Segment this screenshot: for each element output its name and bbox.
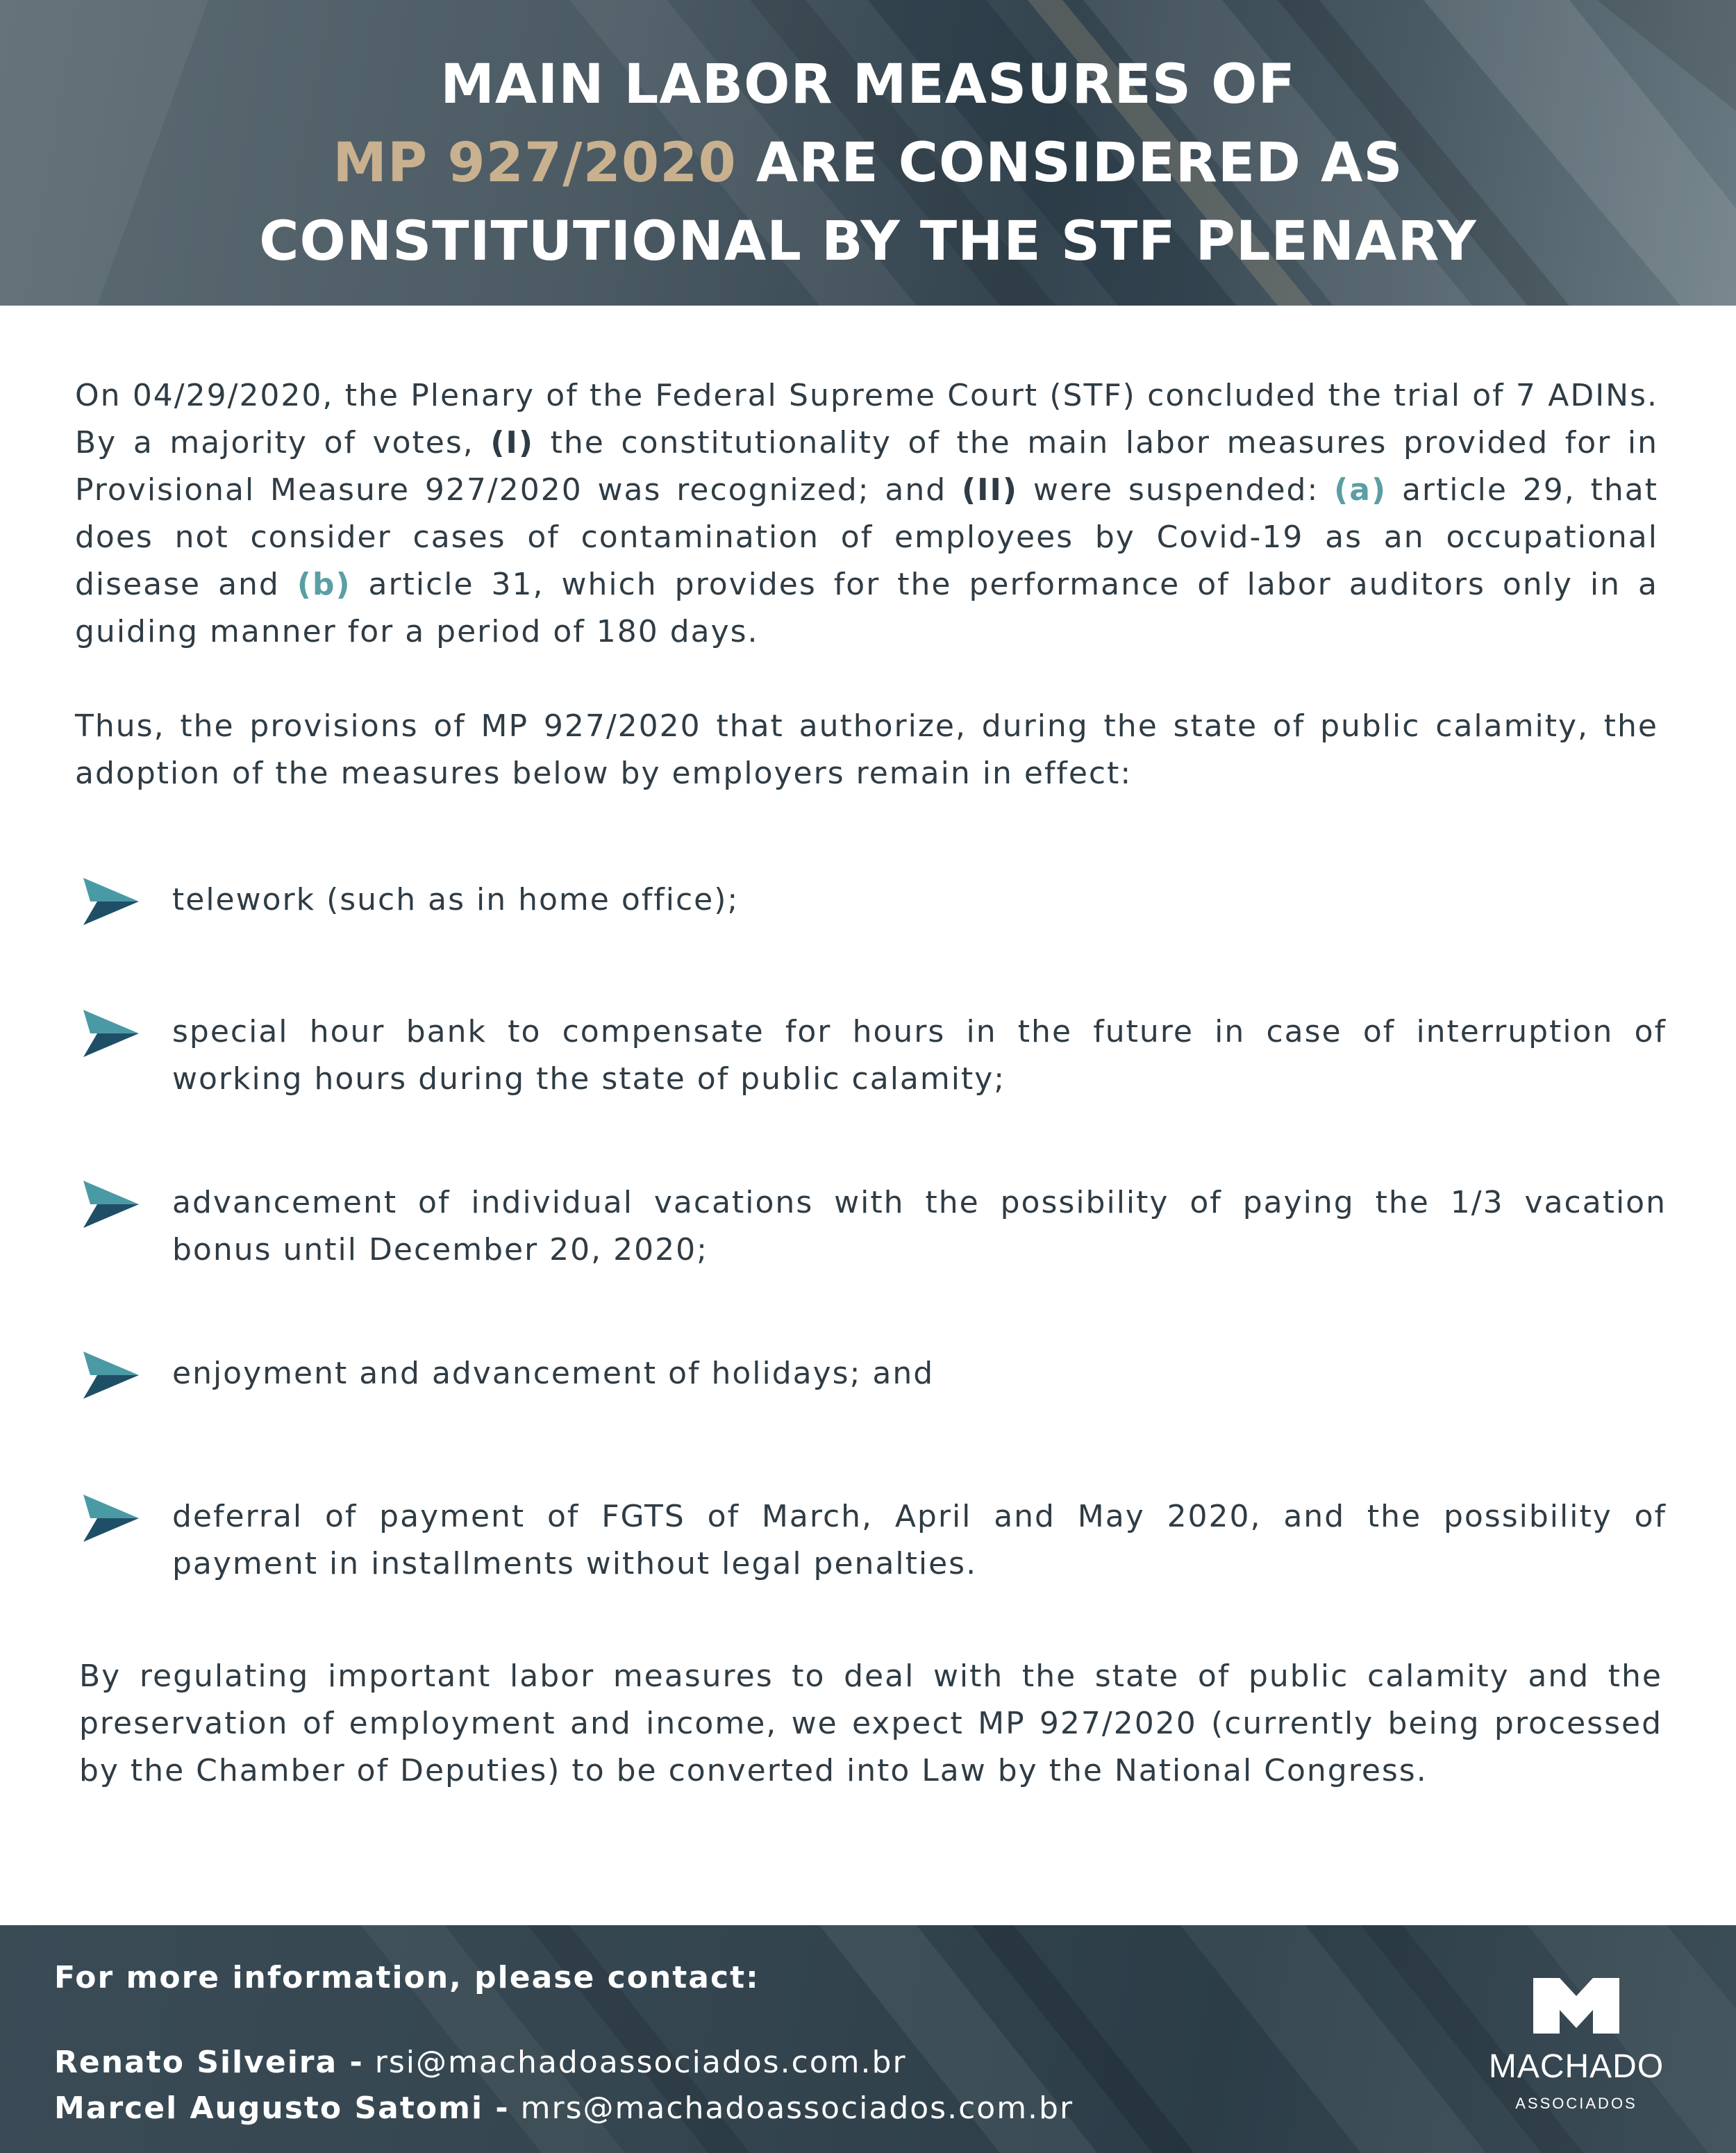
chevron-arrow-icon bbox=[83, 1010, 139, 1057]
page-title bbox=[0, 46, 1736, 281]
chevron-arrow-icon bbox=[83, 1495, 139, 1542]
contact-name: Renato Silveira - bbox=[54, 2045, 364, 2080]
closing-paragraph: By regulating important labor measures to deal with the state of public calamity and the preservation of employment and income, we expect MP 927/2020 (currently being processed by the Chamber of Deputies) to be converted into Law by the National Congress. bbox=[79, 1659, 1662, 1788]
intro-marker-ii: (II) bbox=[962, 472, 1018, 508]
measure-text: enjoyment and advancement of holidays; and bbox=[172, 1356, 935, 1391]
contact-email-link[interactable]: mrs@machadoassociados.com.br bbox=[520, 2090, 1074, 2126]
intro-text-2: the constitutionality of the main labor measures provided for in Provisional Measure 927/2020 was recognized; and bbox=[75, 425, 1658, 508]
intro-text-4: article 29, that does not consider cases of contamination of employees by Covid-19 as an occupational disease and bbox=[75, 472, 1658, 602]
footer-banner bbox=[0, 1925, 1736, 2153]
intro-text-3: were suspended: bbox=[1017, 472, 1335, 508]
machado-logo-icon bbox=[1533, 1978, 1619, 2034]
title-line-3: CONSTITUTIONAL BY THE STF PLENARY bbox=[259, 210, 1477, 273]
intro-text-1: On 04/29/2020, the Plenary of the Federal Supreme Court (STF) concluded the trial of 7 ADINs. By a majority of votes, bbox=[75, 378, 1658, 460]
contact-marcel bbox=[54, 2090, 1074, 2126]
logo-subtitle: ASSOCIADOS bbox=[1515, 2095, 1637, 2112]
intro-marker-i: (I) bbox=[490, 425, 534, 460]
contact-email-link[interactable]: rsi@machadoassociados.com.br bbox=[374, 2045, 907, 2080]
contact-renato bbox=[54, 2045, 907, 2080]
title-line-1: MAIN LABOR MEASURES OF bbox=[440, 53, 1296, 116]
chevron-arrow-icon bbox=[83, 1352, 139, 1399]
machado-logo bbox=[1479, 1978, 1674, 2132]
contact-heading: For more information, please contact: bbox=[54, 1960, 760, 1995]
chevron-arrow-icon bbox=[83, 1181, 139, 1228]
title-accent: MP 927/2020 bbox=[333, 132, 737, 194]
measure-text: special hour bank to compensate for hours in the future in case of interruption of working hours during the state of public calamity; bbox=[172, 1014, 1667, 1097]
intro-marker-a: (a) bbox=[1334, 472, 1387, 508]
intro-marker-b: (b) bbox=[297, 567, 351, 602]
title-line-2-rest: ARE CONSIDERED AS bbox=[736, 132, 1403, 194]
measure-text: advancement of individual vacations with the possibility of paying the 1/3 vacation bonus until December 20, 2020; bbox=[172, 1185, 1667, 1267]
intro-paragraph bbox=[75, 372, 1658, 656]
logo-name: MACHADO bbox=[1488, 2048, 1664, 2085]
intro-text-5: article 31, which provides for the performance of labor auditors only in a guiding manner for a period of 180 days. bbox=[75, 567, 1658, 649]
chevron-arrow-icon bbox=[83, 878, 139, 925]
title-line-2 bbox=[0, 124, 1736, 203]
contact-name: Marcel Augusto Satomi - bbox=[54, 2090, 510, 2126]
measure-text: telework (such as in home office); bbox=[172, 882, 740, 917]
measure-text: deferral of payment of FGTS of March, April and May 2020, and the possibility of payment in installments without legal penalties. bbox=[172, 1499, 1667, 1581]
header-banner bbox=[0, 0, 1736, 306]
thus-paragraph: Thus, the provisions of MP 927/2020 that authorize, during the state of public calamity, the adoption of the measures below by employers remain in effect: bbox=[75, 708, 1658, 791]
